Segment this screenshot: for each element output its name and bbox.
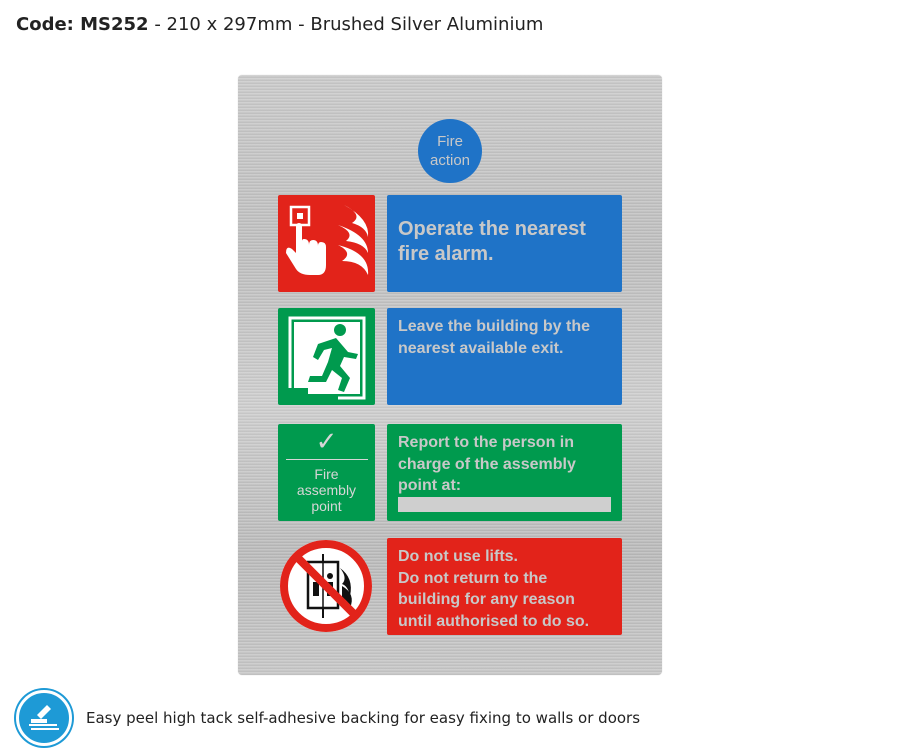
checkmark-icon: ✓ [315, 426, 338, 456]
instruction-operate-alarm: Operate the nearest fire alarm. [387, 195, 622, 292]
sign-plate [238, 75, 662, 675]
report-text: Report to the person in charge of the assembly point at: [398, 434, 576, 494]
squeegee-icon [16, 690, 72, 746]
product-code-title [16, 14, 543, 35]
feature-line [16, 690, 640, 746]
fire-action-title: Fire action [429, 133, 471, 169]
product-spec: - 210 x 297mm - Brushed Silver Aluminium [148, 14, 544, 35]
assembly-point-label: Fire assembly point [296, 466, 357, 514]
fire-alarm-call-point-icon [278, 195, 375, 292]
instruction-leave-building: Leave the building by the nearest available exit. [387, 308, 622, 405]
fire-action-badge [418, 119, 482, 183]
no-lift-prohibition-icon [278, 538, 375, 635]
product-code: Code: MS252 [16, 14, 149, 35]
running-man-exit-icon [278, 308, 375, 405]
instruction-no-lifts: Do not use lifts. Do not return to the building for any reason until authorised to do so. [387, 538, 622, 635]
instruction-report-assembly [387, 424, 622, 521]
feature-text: Easy peel high tack self-adhesive backing for easy fixing to walls or doors [86, 709, 641, 727]
write-in-field [398, 497, 611, 512]
divider [286, 459, 368, 460]
fire-assembly-point-icon [278, 424, 375, 521]
